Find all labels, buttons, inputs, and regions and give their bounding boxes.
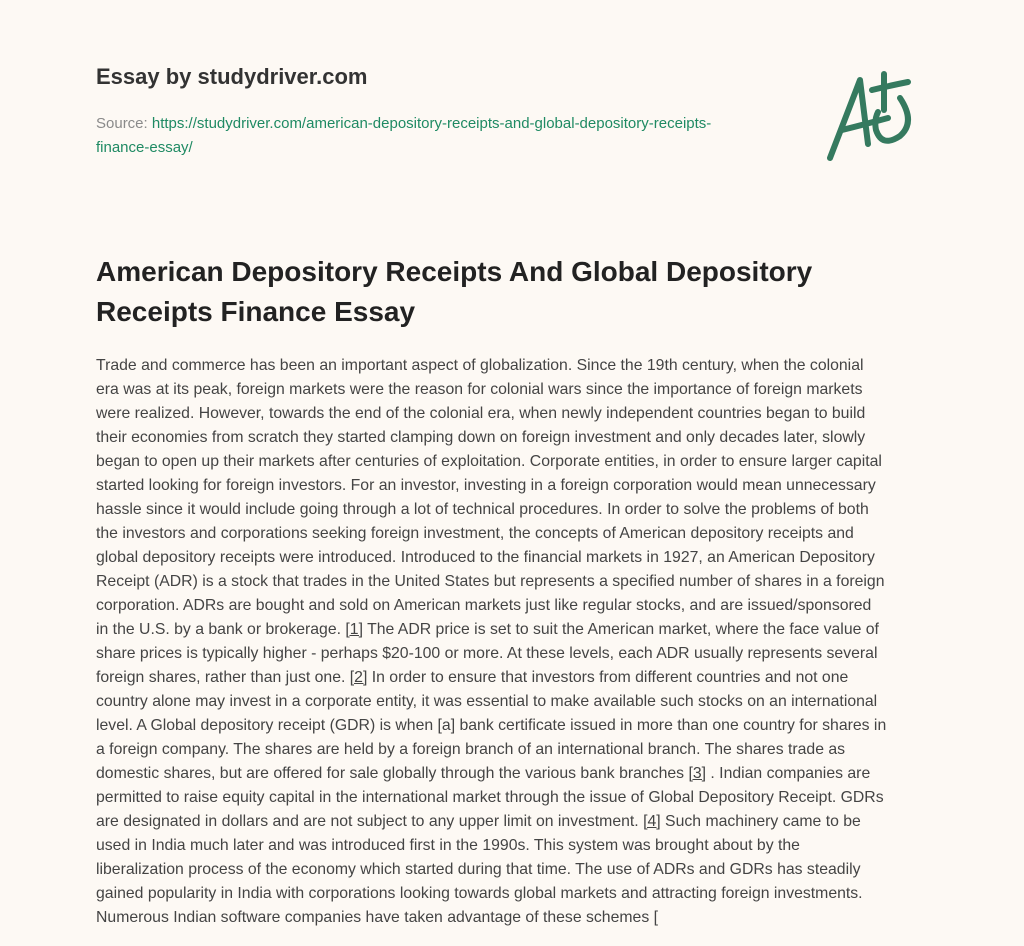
essay-line bbox=[96, 354, 886, 378]
essay-line bbox=[96, 546, 886, 570]
essay-title: American Depository Receipts And Global Depository Receipts Finance Essay bbox=[96, 256, 813, 327]
essay-line bbox=[96, 498, 886, 522]
essay-text: corporation. ADRs are bought and sold on American markets just like regular stocks, and are issued/sponsored bbox=[96, 597, 872, 614]
footnote-link[interactable]: [4] bbox=[643, 813, 661, 830]
essay-line bbox=[96, 570, 886, 594]
a-plus-logo-icon bbox=[818, 66, 930, 166]
essay-text: global depository receipts were introduced. Introduced to the financial markets in 1927, an American Depository bbox=[96, 549, 875, 566]
essay-line bbox=[96, 858, 886, 882]
essay-line bbox=[96, 450, 886, 474]
essay-text: share prices is typically higher - perhaps $20-100 or more. At these levels, each ADR usually represents several bbox=[96, 645, 878, 662]
essay-line bbox=[96, 618, 886, 642]
essay-line bbox=[96, 810, 886, 834]
essay-text: the investors and corporations seeking foreign investment, the concepts of American depository receipts and bbox=[96, 525, 854, 542]
essay-text: began to open up their markets after centuries of exploitation. Corporate entities, in order to ensure larger capital bbox=[96, 453, 882, 470]
essay-text: Such machinery came to be bbox=[660, 813, 861, 830]
essay-line bbox=[96, 786, 886, 810]
essay-text: permitted to raise equity capital in the international market through the issue of Global Depository Receipt. GDRs bbox=[96, 789, 884, 806]
essay-text: level. A Global depository receipt (GDR) is when [a] bank certificate issued in more than one country for shares in bbox=[96, 717, 887, 734]
source-line bbox=[96, 112, 736, 160]
essay-line bbox=[96, 906, 886, 930]
essay-text: foreign shares, rather than just one. bbox=[96, 669, 350, 686]
essay-line bbox=[96, 882, 886, 906]
essay-text: country alone may invest in a corporate entity, it was essential to make available such stocks on an international bbox=[96, 693, 878, 710]
essay-line bbox=[96, 690, 886, 714]
essay-line bbox=[96, 522, 886, 546]
essay-text: a foreign company. The shares are held by a foreign branch of an international branch. The shares trade as bbox=[96, 741, 846, 758]
essay-line bbox=[96, 594, 886, 618]
footnote-link[interactable]: [1] bbox=[345, 621, 363, 638]
essay-text: domestic shares, but are offered for sale globally through the various bank branches bbox=[96, 765, 689, 782]
essay-text: Numerous Indian software companies have taken advantage of these schemes [ bbox=[96, 909, 658, 926]
essay-text: hassle since it would include going through a lot of technical procedures. In order to solve the problems of both bbox=[96, 501, 869, 518]
essay-text: used in India much later and was introduced first in the 1990s. This system was brought about by the bbox=[96, 837, 800, 854]
footnote-link[interactable]: [3] bbox=[688, 765, 707, 782]
essay-text: liberalization process of the economy which started during that time. The use of ADRs and GDRs has steadily bbox=[96, 861, 861, 878]
essay-text: In order to ensure that investors from different countries and not one bbox=[367, 669, 849, 686]
essay-line bbox=[96, 666, 886, 690]
footnote-link[interactable]: [2] bbox=[349, 669, 368, 686]
essay-text: their economies from scratch they started clamping down on foreign investment and only decades later, slowly bbox=[96, 429, 866, 446]
essay-text: . Indian companies are bbox=[706, 765, 871, 782]
source-link[interactable]: https://studydriver.com/american-depository-receipts-and-global-depository-receipts-finance-essay/ bbox=[96, 115, 712, 156]
essay-text: Trade and commerce has been an important aspect of globalization. Since the 19th century, when the colonial bbox=[96, 357, 864, 374]
essay-text: Receipt (ADR) is a stock that trades in the United States but represents a specified number of shares in a foreign bbox=[96, 573, 885, 590]
essay-line bbox=[96, 642, 886, 666]
essay-line bbox=[96, 426, 886, 450]
site-brand: Essay by studydriver.com bbox=[96, 64, 368, 89]
essay-line bbox=[96, 402, 886, 426]
essay-text: are designated in dollars and are not subject to any upper limit on investment. bbox=[96, 813, 644, 830]
essay-line bbox=[96, 714, 886, 738]
essay-body bbox=[96, 354, 886, 930]
essay-line bbox=[96, 762, 886, 786]
essay-line bbox=[96, 474, 886, 498]
essay-text: gained popularity in India with corporations looking towards global markets and attracting foreign investments. bbox=[96, 885, 863, 902]
essay-text: started looking for foreign investors. For an investor, investing in a foreign corporation would mean unnecessary bbox=[96, 477, 876, 494]
essay-text: The ADR price is set to suit the American market, where the face value of bbox=[362, 621, 879, 638]
essay-line bbox=[96, 834, 886, 858]
essay-text: in the U.S. by a bank or brokerage. bbox=[96, 621, 346, 638]
essay-text: era was at its peak, foreign markets were the reason for colonial wars since the importance of foreign markets bbox=[96, 381, 863, 398]
essay-line bbox=[96, 378, 886, 402]
essay-line bbox=[96, 738, 886, 762]
essay-text: were realized. However, towards the end of the colonial era, when newly independent countries began to build bbox=[96, 405, 866, 422]
source-label: Source: bbox=[96, 115, 152, 132]
